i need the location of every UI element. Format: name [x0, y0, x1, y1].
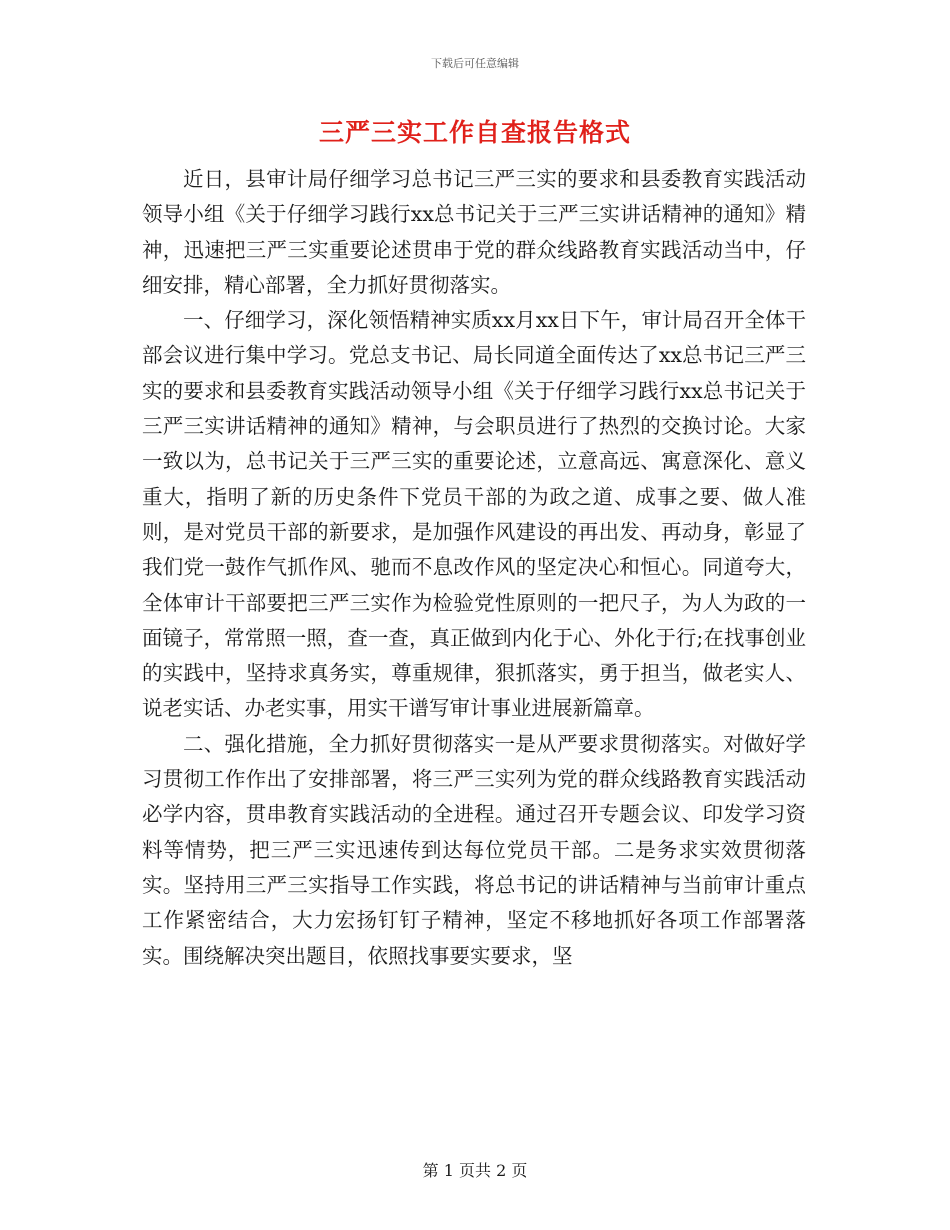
document-body [142, 162, 806, 974]
paragraph-section-two: 二、强化措施，全力抓好贯彻落实一是从严要求贯彻落实。对做好学习贯彻工作作出了安排部署，将三严三实列为党的群众线路教育实践活动必学内容，贯串教育实践活动的全进程。通过召开专题会议、印发学习资料等情势，把三严三实迅速传到达每位党员干部。二是务求实效贯彻落实。坚持用三严三实指导工作实践，将总书记的讲话精神与当前审计重点工作紧密结合，大力宏扬钉钉子精神，坚定不移地抓好各项工作部署落实。围绕解决突出题目，依照找事要实要求，坚 [142, 731, 806, 968]
document-title: 三严三实工作自查报告格式 [318, 118, 631, 147]
paragraph-intro: 近日，县审计局仔细学习总书记三严三实的要求和县委教育实践活动领导小组《关于仔细学习践行xx总书记关于三严三实讲话精神的通知》精神，迅速把三严三实重要论述贯串于党的群众线路教育实践活动当中，仔细安排，精心部署，全力抓好贯彻落实。 [142, 167, 806, 297]
paragraph-section-one: 一、仔细学习，深化领悟精神实质xx月xx日下午，审计局召开全体干部会议进行集中学习。党总支书记、局长同道全面传达了xx总书记三严三实的要求和县委教育实践活动领导小组《关于仔细学习践行xx总书记关于三严三实讲话精神的通知》精神，与会职员进行了热烈的交换讨论。大家一致以为，总书记关于三严三实的重要论述，立意高远、寓意深化、意义重大，指明了新的历史条件下党员干部的为政之道、成事之要、做人准则，是对党员干部的新要求，是加强作风建设的再出发、再动身，彰显了我们党一鼓作气抓作风、驰而不息改作风的坚定决心和恒心。同道夸大，全体审计干部要把三严三实作为检验党性原则的一把尺子，为人为政的一面镜子，常常照一照，查一查，真正做到内化于心、外化于行;在找事创业的实践中，坚持求真务实，尊重规律，狠抓落实，勇于担当，做老实人、说老实话、办老实事，用实干谱写审计事业进展新篇章。 [142, 308, 806, 721]
header-note: 下载后可任意编辑 [431, 57, 519, 70]
page-number: 第 1 页共 2 页 [422, 1161, 528, 1180]
